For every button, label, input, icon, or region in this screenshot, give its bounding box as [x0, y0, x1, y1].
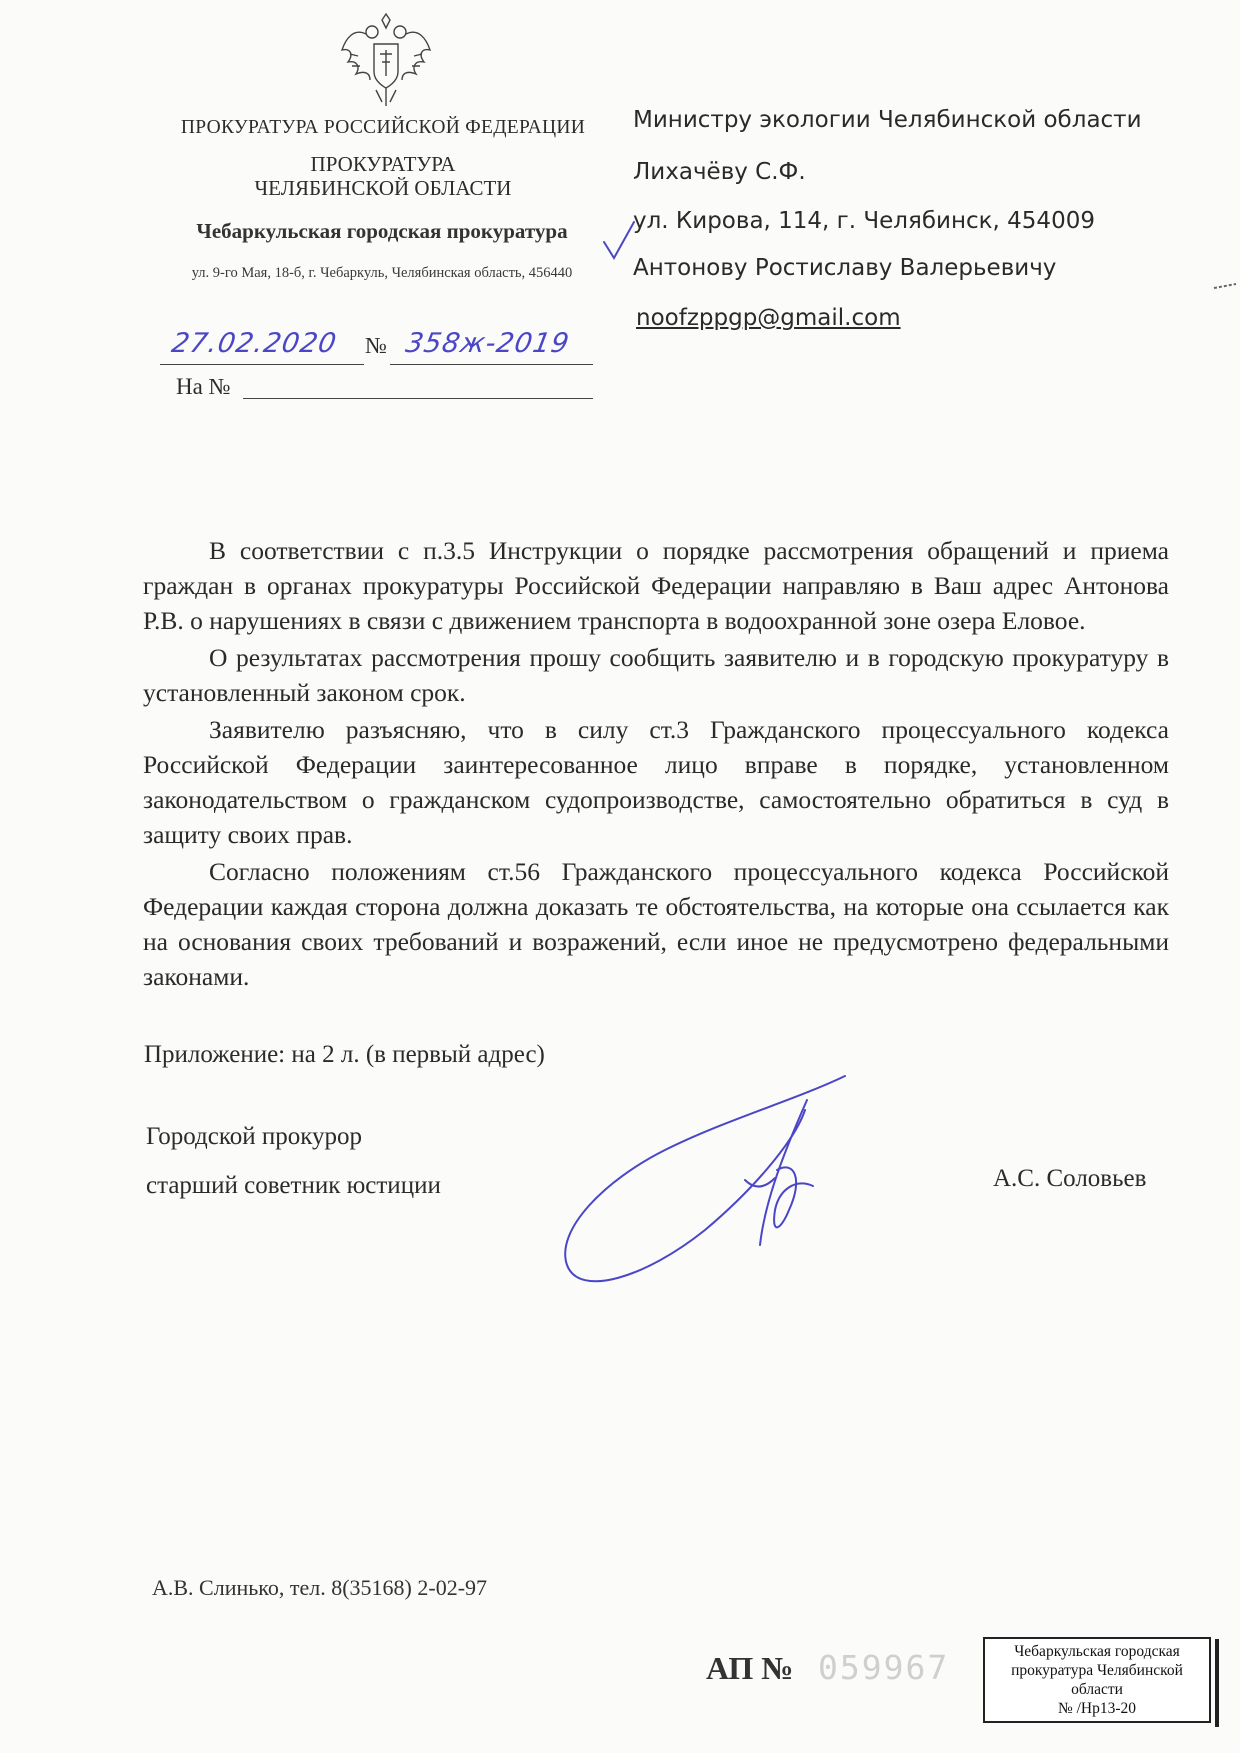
org-name-federal: ПРОКУРАТУРА РОССИЙСКОЙ ФЕДЕРАЦИИ	[180, 117, 586, 138]
emblem-icon	[336, 10, 436, 110]
reply-to-label: На №	[176, 374, 231, 399]
date-handwritten: 27.02.2020	[169, 328, 340, 359]
stamp-line-1: Чебаркульская городская	[1014, 1643, 1180, 1660]
signer-position-line-1: Городской прокурор	[146, 1123, 363, 1150]
handwritten-signature	[545, 1060, 885, 1300]
org-name-regional	[170, 152, 596, 200]
stamp-line-4: № /Нр13-20	[1057, 1700, 1137, 1717]
addressee-email[interactable]: noofzppgp@gmail.com	[636, 305, 901, 331]
org-name-regional-line2: ЧЕЛЯБИНСКОЙ ОБЛАСТИ	[254, 176, 512, 200]
checkmark-icon	[600, 218, 638, 264]
addressee-line-3: ул. Кирова, 114, г. Челябинск, 454009	[633, 208, 1095, 234]
body-paragraph-4: Согласно положениям ст.56 Гражданского процессуального кодекса Российской Федерации каждая сторона должна доказать те обстоятельства, на которые она ссылается как на основания своих требований и возражений, если иное не предусмотрено федеральными законами.	[143, 857, 1169, 991]
office-address: ул. 9-го Мая, 18-б, г. Чебаркуль, Челябинская область, 456440	[191, 265, 573, 281]
letter-body	[143, 533, 1169, 994]
number-handwritten: 358ж-2019	[403, 328, 573, 359]
reply-to-field-line	[243, 374, 593, 399]
addressee-line-4: Антонову Ростиславу Валерьевичу	[633, 255, 1057, 281]
executor-info: А.В. Слинько, тел. 8(35168) 2-02-97	[152, 1575, 488, 1600]
scan-edge-mark	[1212, 280, 1238, 292]
body-paragraph-3: Заявителю разъясняю, что в силу ст.3 Гражданского процессуального кодекса Российской Федерации заинтересованное лицо вправе в порядке, установленном законодательством о гражданском судопроизводстве, самостоятельно обратиться в суд в защиту своих прав.	[143, 715, 1169, 849]
org-name-regional-line1: ПРОКУРАТУРА	[310, 152, 456, 176]
body-paragraph-2: О результатах рассмотрения прошу сообщить заявителю и в городскую прокуратуру в установленный законом срок.	[143, 643, 1169, 707]
serial-label: АП №	[706, 1650, 794, 1686]
addressee-line-1: Министру экологии Челябинской области	[633, 107, 1142, 133]
office-name: Чебаркульская городская прокуратура	[196, 219, 568, 243]
signer-name: А.С. Соловьев	[993, 1165, 1147, 1192]
attachment-note: Приложение: на 2 л. (в первый адрес)	[144, 1041, 545, 1068]
body-paragraph-1: В соответствии с п.3.5 Инструкции о порядке рассмотрения обращений и приема граждан в органах прокуратуры Российской Федерации направляю в Ваш адрес Антонова Р.В. о нарушениях в связи с движением транспорта в водоохранной зоне озера Еловое.	[143, 536, 1169, 635]
serial-number: 059967	[818, 1648, 950, 1687]
addressee-line-2: Лихачёву С.Ф.	[633, 159, 806, 185]
stamp-line-3: области	[1071, 1681, 1123, 1698]
registration-stamp	[983, 1637, 1211, 1723]
stamp-edge-line	[1215, 1639, 1219, 1727]
stamp-line-2: прокуратура Челябинской	[1011, 1662, 1183, 1679]
signer-position-line-2: старший советник юстиции	[146, 1172, 441, 1199]
number-label: №	[365, 333, 387, 358]
